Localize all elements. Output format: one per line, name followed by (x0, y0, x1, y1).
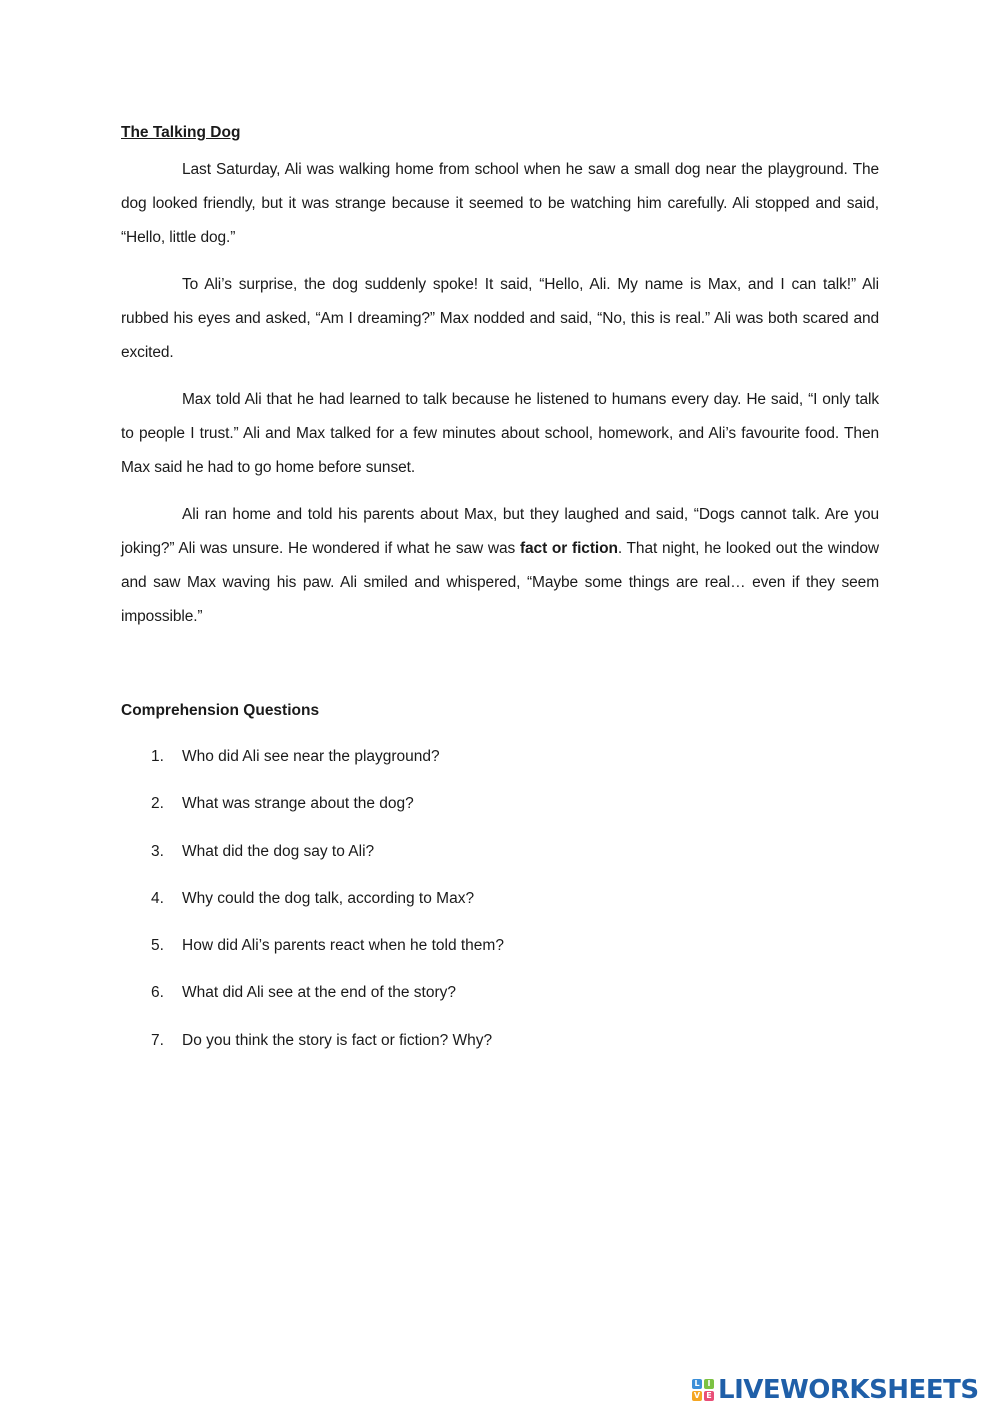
story-paragraph-4-bold: fact or fiction (519, 540, 618, 557)
question-number: 1. (151, 748, 164, 765)
question-item (121, 793, 504, 840)
question-number: 2. (151, 795, 164, 813)
question-item (121, 935, 504, 982)
story-paragraph-1: Last Saturday, Ali was walking home from school when he saw a small dog near the playground. The dog looked friendly, but it was strange because it seemed to be watching him carefully. Ali stopped and said, “Hello, little dog.” (121, 161, 879, 246)
question-text: What did Ali see at the end of the story? (182, 984, 456, 1002)
question-text: Who did Ali see near the playground? (182, 748, 440, 765)
liveworksheets-logo[interactable] (692, 1374, 979, 1406)
question-item (121, 982, 504, 1029)
question-item (121, 746, 504, 793)
questions-list (121, 746, 504, 1077)
logo-mark-letter: V (693, 1391, 701, 1400)
story-paragraph-4 (121, 498, 879, 634)
story-paragraph-2: To Ali’s surprise, the dog suddenly spoke! It said, “Hello, Ali. My name is Max, and I can talk!” Ali rubbed his eyes and asked, “Am I dreaming?” Max nodded and said, “No, this is real.” Ali was both scared and excited. (121, 276, 879, 361)
logo-mark-icon (692, 1379, 714, 1401)
question-text: What was strange about the dog? (182, 795, 414, 813)
question-text: How did Ali’s parents react when he told them? (182, 937, 504, 955)
question-text: Why could the dog talk, according to Max? (182, 889, 475, 907)
question-text: Do you think the story is fact or fiction? Why? (182, 1031, 493, 1049)
question-number: 5. (151, 937, 164, 955)
question-number: 7. (151, 1031, 164, 1049)
logo-mark-letter: E (704, 1391, 714, 1401)
story-paragraph-4-part-a: Ali ran home and told his parents about Max, but they laughed and said, “Dogs cannot talk. Are you joking?” Ali was unsure. He wondered if what he saw was (121, 506, 879, 557)
question-number: 6. (151, 984, 164, 1002)
question-number: 4. (151, 889, 164, 907)
question-item (121, 888, 504, 935)
question-item (121, 1030, 504, 1077)
story-paragraph-4-part-b: . That night, he looked out the window and saw Max waving his paw. Ali smiled and whispered, “Maybe some things are real… even if they seem impossible.” (121, 540, 879, 625)
story-paragraph-3: Max told Ali that he had learned to talk because he listened to humans every day. He said, “I only talk to people I trust.” Ali and Max talked for a few minutes about school, homework, and Ali’s favourite food. Then Max said he had to go home before sunset. (121, 391, 879, 476)
logo-mark-letter: L (692, 1379, 702, 1389)
logo-text: LIVEWORKSHEETS (718, 1375, 979, 1405)
question-text: What did the dog say to Ali? (182, 842, 375, 860)
question-number: 3. (151, 842, 164, 860)
question-item (121, 841, 504, 888)
story-title: The Talking Dog (121, 124, 241, 141)
logo-mark-letter: I (704, 1379, 714, 1389)
questions-title: Comprehension Questions (121, 702, 320, 719)
story-body (121, 153, 879, 647)
